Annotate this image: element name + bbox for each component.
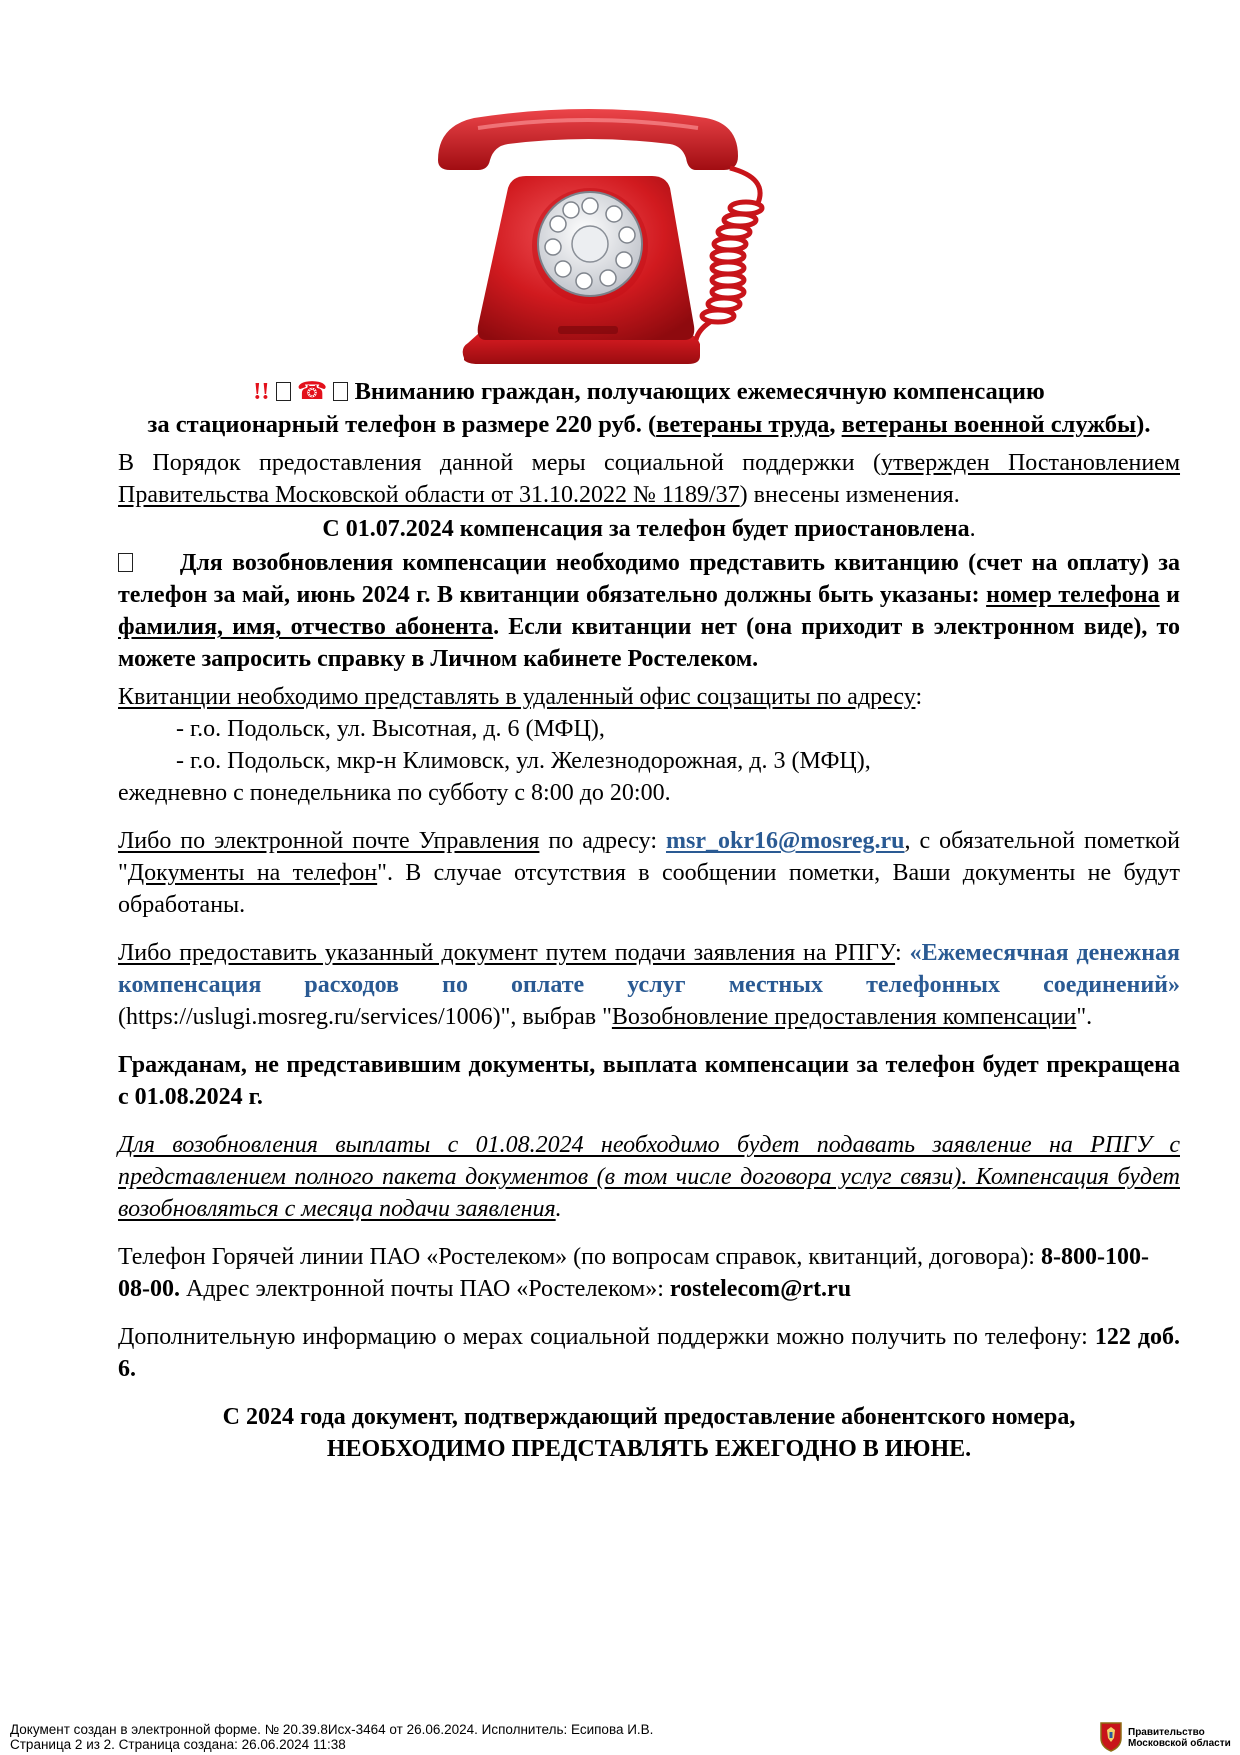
double-exclamation: !! [253,378,270,405]
email-paragraph: Либо по электронной почте Управления по адресу: msr_okr16@mosreg.ru, с обязательной пометкой "Документы на телефон". В случае отсутствия в сообщении пометки, Ваши документы не будут обработаны. [118,828,1180,918]
military-veterans-link: ветераны военной службы [841,411,1137,438]
procedure-paragraph: В Порядок предоставления данной меры социальной поддержки (утвержден Постановлением Правительства Московской области от 31.10.2022 № 1189/37) внесены изменения. [118,450,1181,508]
phone-glyph: ☎ [296,376,328,405]
notice-heading [118,374,1180,408]
rpgu-service-link[interactable]: «Ежемесячная денежная компенсация расходов по оплате услуг местных телефонных соединений» [118,940,1181,998]
government-logo-text: Правительство Московской области [1128,1727,1231,1749]
office-address-1: - г.о. Подольск, ул. Высотная, д. 6 (МФЦ), [176,716,605,742]
rpgu-paragraph: Либо предоставить указанный документ путем подачи заявления на РПГУ: «Ежемесячная денежная компенсация расходов по оплате услуг местных телефонных соединений» (https://uslugi.mosreg.ru/services/1006)", выбрав "Возобновление предоставления компенсации". [118,940,1181,1030]
info-paragraph: Дополнительную информацию о мерах социальной поддержки можно получить по телефону: 122 доб. 6. [118,1324,1181,1382]
heading-line1: Вниманию граждан, получающих ежемесячную компенсацию [354,378,1045,405]
heading-line2: за стационарный телефон в размере 220 руб. (ветераны труда, ветераны военной службы). [147,411,1151,438]
renewal-requirements: Для возобновления компенсации необходимо представить квитанцию (счет на оплату) за телефон за май, июнь 2024 г. В квитанции обязательно должны быть указаны: номер телефона и фамилия, имя, отчество абонента. Если квитанции нет (она приходит в электронном виде), то можете запросить справку в Личном кабинете Ростелеком. [118,550,1180,672]
checkbox-square [276,382,291,401]
info-phone: 122 доб. 6. [118,1324,1181,1382]
checkbox-square [118,553,133,572]
final-notice-line1: С 2024 года документ, подтверждающий предоставление абонентского номера, [222,1404,1076,1430]
renewal-note: Для возобновления выплаты с 01.08.2024 необходимо будет подавать заявление на РПГУ с представлением полного пакета документов (в том числе договора услуг связи). Компенсация будет возобновляться с месяца подачи заявления. [118,1132,1180,1222]
offices-intro: Квитанции необходимо представлять в удаленный офис соцзащиты по адресу: [118,684,923,710]
hotline-paragraph: Телефон Горячей линии ПАО «Ростелеком» (по вопросам справок, квитанций, договора): 8-800-100-08-00. Адрес электронной почты ПАО «Ростелеком»: rostelecom@rt.ru [118,1244,1149,1302]
telephone-image [438,108,810,366]
notice-body [118,374,1180,1465]
footer-line2: Страница 2 из 2. Страница создана: 26.06.2024 11:38 [10,1737,346,1752]
rostelecom-email: rostelecom@rt.ru [669,1276,852,1302]
coat-of-arms-icon [1098,1720,1124,1752]
hotline-phone: 8-800-100-08-00. [118,1244,1149,1302]
office-address-2: - г.о. Подольск, мкр-н Климовск, ул. Железнодорожная, д. 3 (МФЦ), [176,748,871,774]
suspension-notice: С 01.07.2024 компенсация за телефон будет приостановлена. [322,516,976,542]
veterans-of-labor-link: ветераны труда [656,411,830,438]
footer-line1: Документ создан в электронной форме. № 20.39.8Исх-3464 от 26.06.2024. Исполнитель: Есипова И.В. [10,1722,654,1737]
termination-notice: Гражданам, не представившим документы, выплата компенсации за телефон будет прекращена с 01.08.2024 г. [118,1052,1180,1110]
final-notice-line2: НЕОБХОДИМО ПРЕДСТАВЛЯТЬ ЕЖЕГОДНО В ИЮНЕ. [326,1436,972,1462]
document-footer [10,1722,653,1752]
checkbox-square [333,382,348,401]
office-hours: ежедневно с понедельника по субботу с 8:00 до 20:00. [118,780,671,806]
email-link[interactable]: msr_okr16@mosreg.ru [665,828,905,854]
